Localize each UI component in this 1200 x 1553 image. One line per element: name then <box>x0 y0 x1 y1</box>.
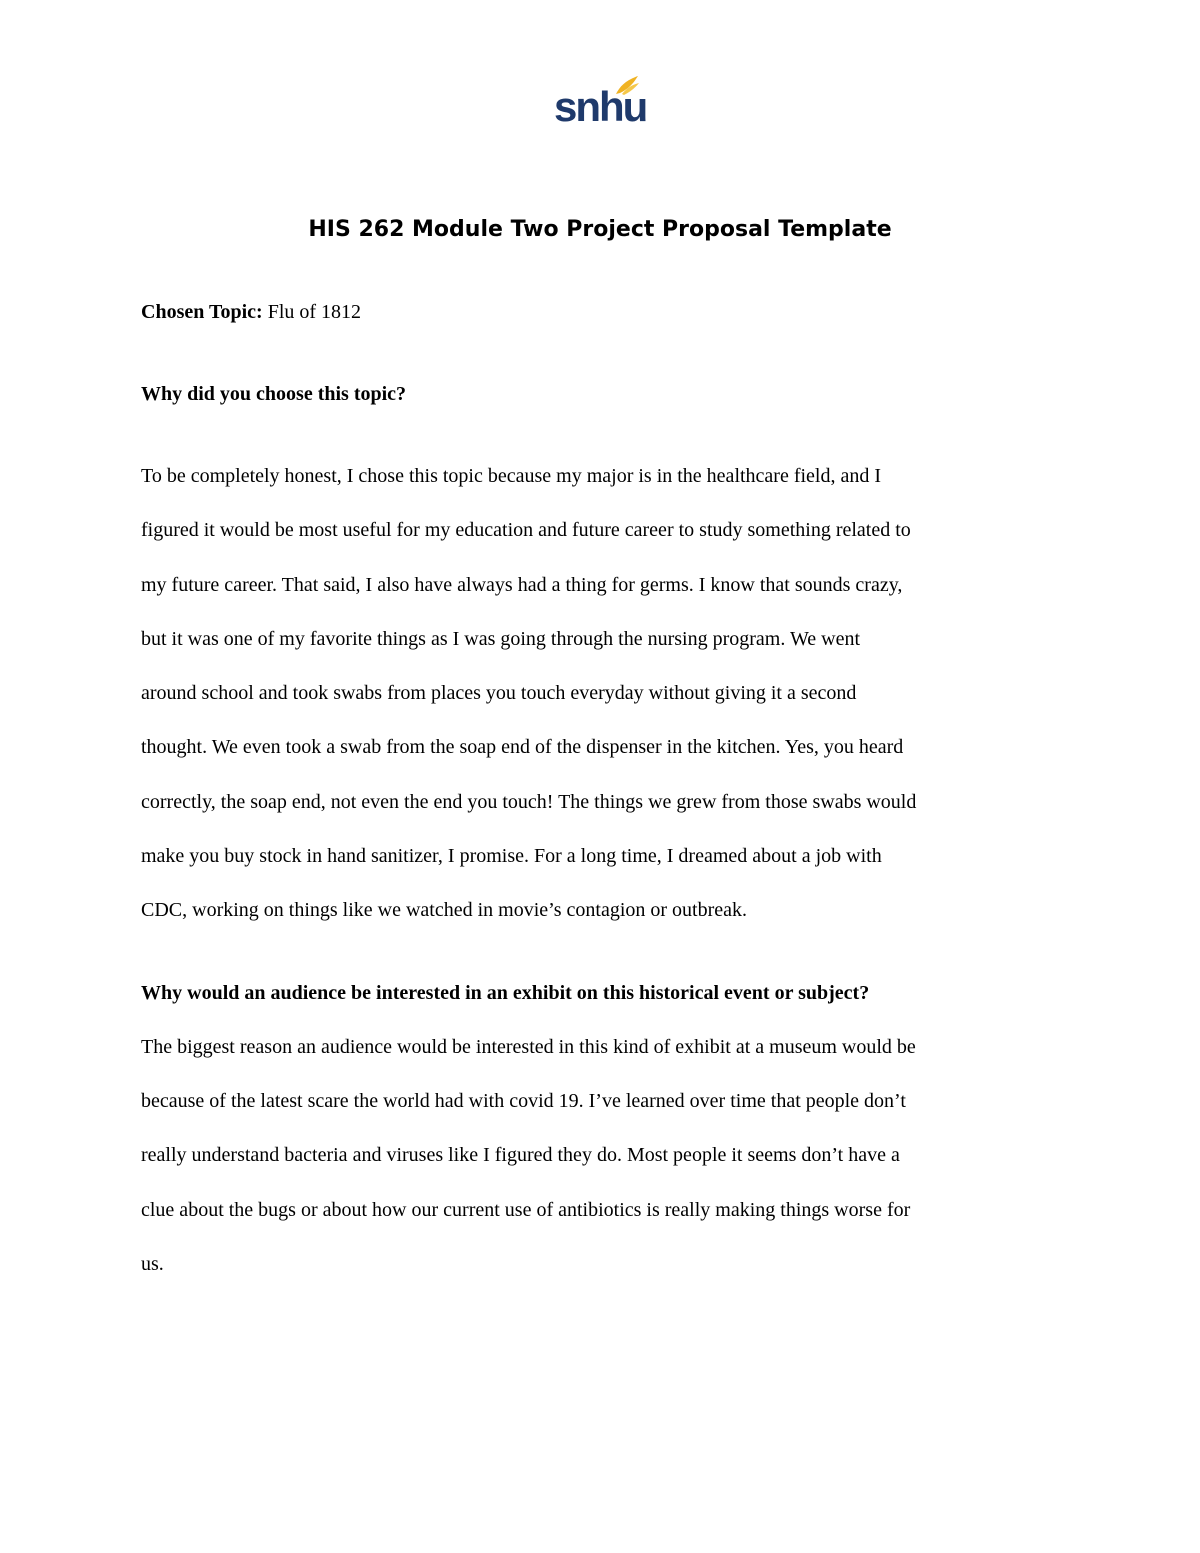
answer-2-line: The biggest reason an audience would be interested in this kind of exhibit at a museum would be <box>141 1035 916 1058</box>
answer-1-line: my future career. That said, I also have always had a thing for germs. I know that sounds crazy, <box>141 573 903 596</box>
answer-1-line: correctly, the soap end, not even the end you touch! The things we grew from those swabs would <box>141 790 917 813</box>
page-title: HIS 262 Module Two Project Proposal Template <box>308 217 892 242</box>
question-1-heading: Why did you choose this topic? <box>141 383 407 405</box>
answer-1-line: thought. We even took a swab from the soap end of the dispenser in the kitchen. Yes, you heard <box>141 736 904 759</box>
snhu-logo <box>554 74 647 134</box>
answer-1-line: figured it would be most useful for my education and future career to study something related to <box>141 519 911 542</box>
answer-2-line: really understand bacteria and viruses like I figured they do. Most people it seems don’t have a <box>141 1144 900 1167</box>
answer-1-line: make you buy stock in hand sanitizer, I promise. For a long time, I dreamed about a job with <box>141 845 882 868</box>
paragraph-gap <box>141 950 1061 978</box>
answer-1-line: around school and took swabs from places you touch everyday without giving it a second <box>141 682 857 705</box>
question-2-heading: Why would an audience be interested in an exhibit on this historical event or subject? <box>141 981 870 1004</box>
answer-2-line: us. <box>141 1252 164 1275</box>
logo-wordmark: snhu <box>554 83 647 130</box>
chosen-topic <box>141 297 1061 379</box>
answer-1-line: To be completely honest, I chose this topic because my major is in the healthcare field, and I <box>141 465 882 487</box>
document-body <box>141 297 1061 1303</box>
answer-2-line: clue about the bugs or about how our current use of antibiotics is really making things worse for <box>141 1198 911 1221</box>
topic-value: Flu of 1812 <box>267 301 362 323</box>
answer-1-line: but it was one of my favorite things as I was going through the nursing program. We went <box>141 627 861 650</box>
answer-2 <box>141 1032 1061 1303</box>
answer-2-line: because of the latest scare the world had with covid 19. I’ve learned over time that people don’t <box>141 1089 906 1112</box>
topic-label: Chosen Topic: <box>141 301 263 323</box>
answer-1 <box>141 461 1061 950</box>
answer-1-line: CDC, working on things like we watched in movie’s contagion or outbreak. <box>141 899 748 922</box>
